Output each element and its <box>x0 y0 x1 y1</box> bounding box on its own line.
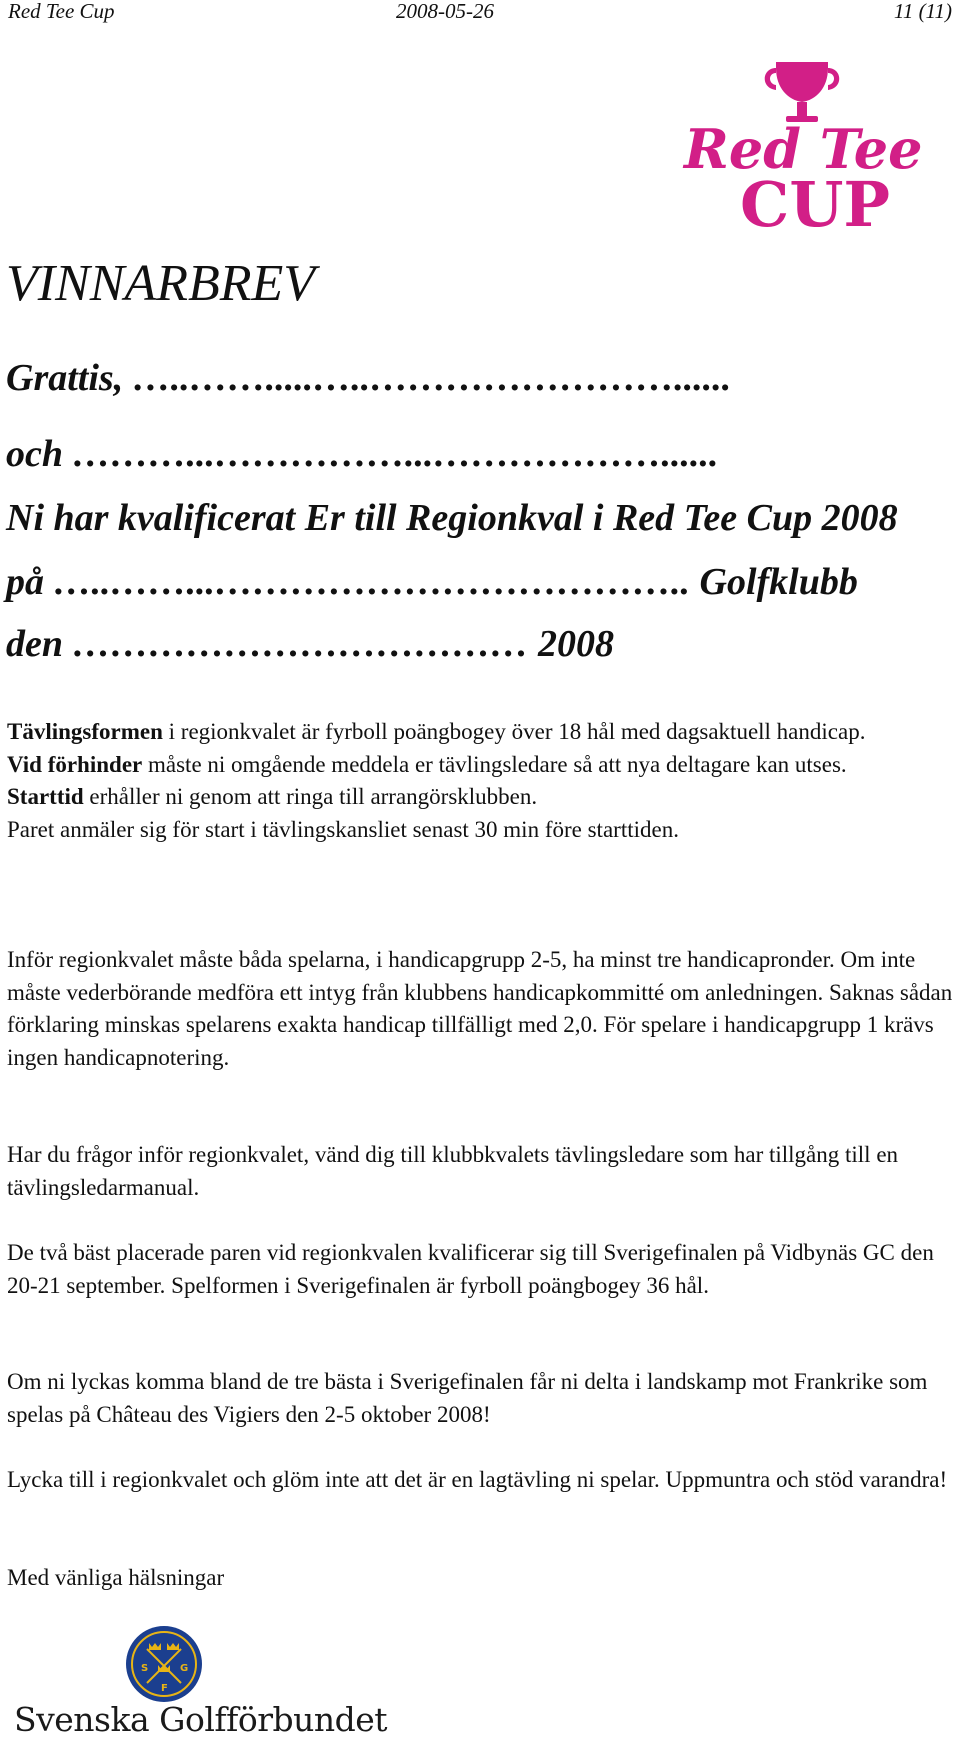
term-competition-format: Tävlingsformen <box>7 719 163 744</box>
term-start-time: Starttid <box>7 784 84 809</box>
svg-text:S: S <box>141 1663 149 1674</box>
svg-text:CUP: CUP <box>740 168 891 232</box>
header-doc-name: Red Tee Cup <box>8 0 115 23</box>
questions-paragraph: Har du frågor inför regionkvalet, vänd dig till klubbkvalets tävlingsledare som har tillgång till en tävlingsledarmanual. <box>7 1142 899 1200</box>
svg-text:Red Tee: Red Tee <box>684 117 923 181</box>
final-paragraph: De två bäst placerade paren vid regionkvalen kvalificerar sig till Sverigefinalen på Vidbynäs GC den 20-21 september. Spelformen i Sverigefinalen är fyrboll poängbogey 36 hål. <box>7 1240 934 1298</box>
international-match-paragraph: Om ni lyckas komma bland de tre bästa i Sverigefinalen får ni delta i landskamp mot Frankrike som spelas på Château des Vigiers den 2-5 oktober 2008! <box>7 1369 928 1427</box>
header-page-number: 11 (11) <box>893 0 952 23</box>
svenska-golfforbundet-wordmark: Svenska Golfförbundet <box>14 1700 388 1739</box>
closing-greeting: Med vänliga hälsningar <box>7 1565 225 1590</box>
qualified-line: Ni har kvalificerat Er till Regionkval i Red Tee Cup 2008 <box>6 497 898 539</box>
page-title: VINNARBREV <box>6 255 316 312</box>
svenska-golfforbundet-seal-icon <box>125 1625 203 1703</box>
partner-name-line: och ………...……………...………………...... <box>6 433 719 475</box>
red-tee-cup-logo <box>680 56 932 232</box>
header-date: 2008-05-26 <box>396 0 494 23</box>
svg-text:F: F <box>161 1683 168 1694</box>
date-line: den ……………………………… 2008 <box>6 623 614 665</box>
congrats-name-line: Grattis, …..…….....…..……………………...... <box>6 357 732 399</box>
club-line: på …..……...……………………………….. Golfklubb <box>6 561 858 603</box>
good-luck-paragraph: Lycka till i regionkvalet och glöm inte att det är en lagtävling ni spelar. Uppmuntra och stöd varandra! <box>7 1467 948 1492</box>
handicap-paragraph: Inför regionkvalet måste båda spelarna, i handicapgrupp 2-5, ha minst tre handicapronder. Om inte måste vederbörande medföra ett intyg från klubbens handicapkommitté om anledningen. Saknas sådan förklaring minskas spelarens exakta handicap tillfälligt med 2,0. För spelare i handicapgrupp 1 krävs ingen handicapnotering. <box>7 947 953 1070</box>
page-header <box>8 0 952 24</box>
competition-rules-paragraph: Tävlingsformen i regionkvalet är fyrboll poängbogey över 18 hål med dagsaktuell handicap. Vid förhinder måste ni omgående meddela er tävlingsledare så att nya deltagare kan utses. Starttid erhåller ni genom att ringa till arrangörsklubben. Paret anmäler sig för start i tävlingskansliet senast 30 min före starttiden. <box>7 719 866 842</box>
svg-text:G: G <box>180 1663 189 1674</box>
term-if-prevented: Vid förhinder <box>7 751 143 777</box>
